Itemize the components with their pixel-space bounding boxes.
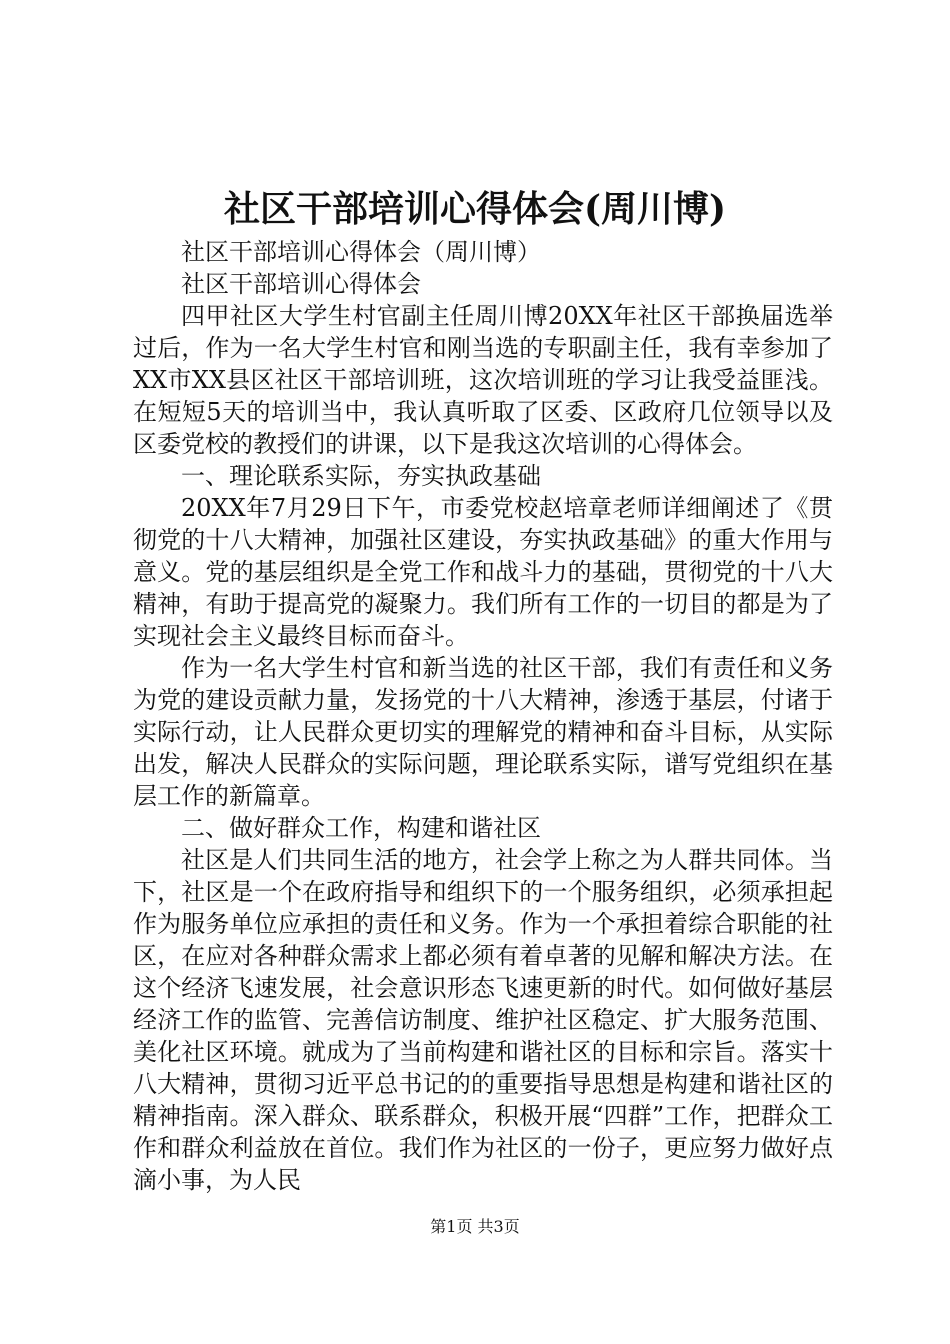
paragraph: 作为一名大学生村官和新当选的社区干部，我们有责任和义务为党的建设贡献力量，发扬党的十八大精神，渗透于基层，付诸于实际行动，让人民群众更切实的理解党的精神和奋斗目标，从实际出发，解决人民群众的实际问题，理论联系实际，谱写党组织在基层工作的新篇章。 xyxy=(133,654,833,810)
section-heading-2: 二、做好群众工作，构建和谐社区 xyxy=(181,814,541,842)
paragraph-heading: 社区干部培训心得体会 xyxy=(181,270,421,298)
document-body xyxy=(133,236,833,1196)
paragraph: 社区是人们共同生活的地方，社会学上称之为人群共同体。当下，社区是一个在政府指导和组织下的一个服务组织，必须承担起作为服务单位应承担的责任和义务。作为一个承担着综合职能的社区，在应对各种群众需求上都必须有着卓著的见解和解决方法。在这个经济飞速发展，社会意识形态飞速更新的时代。如何做好基层经济工作的监管、完善信访制度、维护社区稳定、扩大服务范围、美化社区环境。就成为了当前构建和谐社区的目标和宗旨。落实十八大精神，贯彻习近平总书记的的重要指导思想是构建和谐社区的精神指南。深入群众、联系群众，积极开展“四群”工作，把群众工作和群众利益放在首位。我们作为社区的一份子，更应努力做好点滴小事，为人民 xyxy=(133,846,833,1194)
document-title: 社区干部培训心得体会(周川博) xyxy=(223,188,727,230)
paragraph-subtitle: 社区干部培训心得体会（周川博） xyxy=(181,238,541,266)
page-footer: 第1页 共3页 xyxy=(430,1217,520,1236)
section-heading-1: 一、理论联系实际，夯实执政基础 xyxy=(181,462,541,490)
paragraph: 20XX年7月29日下午，市委党校赵培章老师详细阐述了《贯彻党的十八大精神，加强社区建设，夯实执政基础》的重大作用与意义。党的基层组织是全党工作和战斗力的基础，贯彻党的十八大精神，有助于提高党的凝聚力。我们所有工作的一切目的都是为了实现社会主义最终目标而奋斗。 xyxy=(133,494,833,650)
paragraph-intro: 四甲社区大学生村官副主任周川博20XX年社区干部换届选举过后，作为一名大学生村官和刚当选的专职副主任，我有幸参加了XX市XX县区社区干部培训班，这次培训班的学习让我受益匪浅。在短短5天的培训当中，我认真听取了区委、区政府几位领导以及区委党校的教授们的讲课，以下是我这次培训的心得体会。 xyxy=(133,302,833,458)
